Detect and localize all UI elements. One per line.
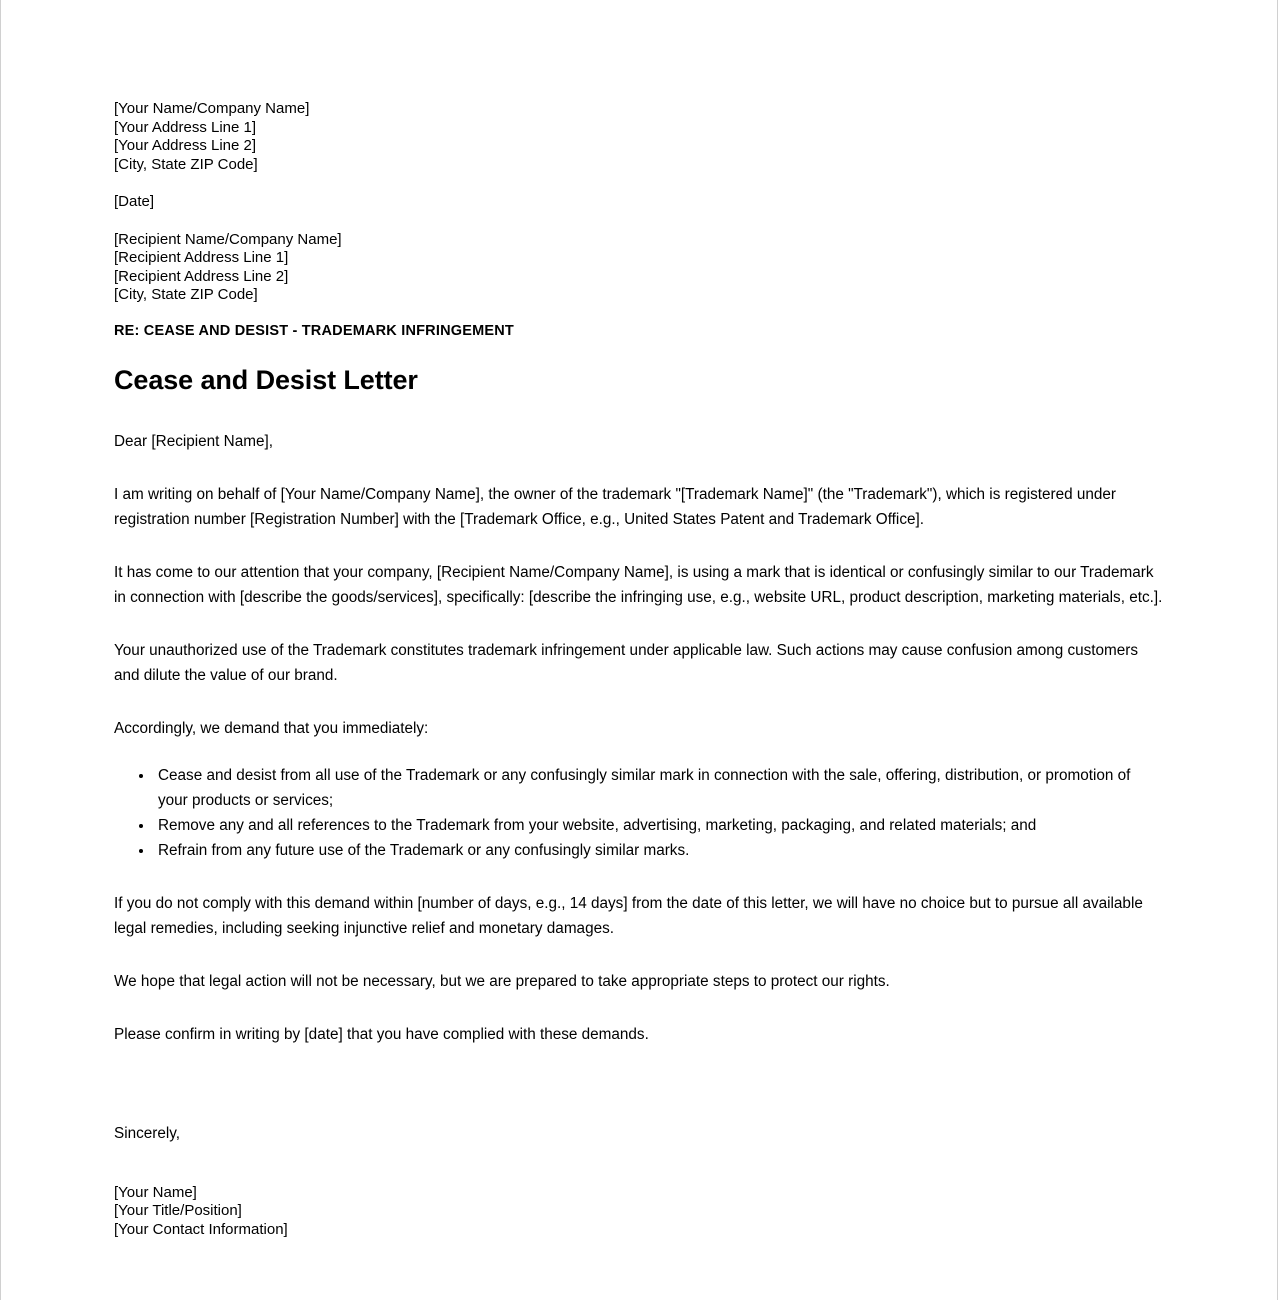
body-paragraph: If you do not comply with this demand within [number of days, e.g., 14 days] from the date of this letter, we will have no choice but to pursue all available legal remedies, including seeking injunctive relief and monetary damages. — [114, 894, 1143, 937]
recipient-address-line: [Recipient Name/Company Name] — [114, 230, 342, 248]
recipient-address-line: [Recipient Address Line 2] — [114, 267, 289, 285]
signature-line: [Your Name] — [114, 1183, 197, 1201]
page-title: Cease and Desist Letter — [114, 364, 418, 395]
subject-line: RE: CEASE AND DESIST - TRADEMARK INFRINGEMENT — [114, 322, 514, 339]
sender-address-line: [Your Address Line 2] — [114, 137, 257, 154]
date-block — [114, 193, 1164, 212]
salutation: Dear [Recipient Name], — [114, 432, 273, 450]
demands-list — [114, 763, 1164, 863]
letter-body — [1, 0, 1277, 1299]
sender-address-block — [114, 100, 1164, 174]
sender-address-line: [Your Name/Company Name] — [114, 100, 310, 117]
list-item: • Remove any and all references to the Trademark from your website, advertising, marketing, packaging, and related materials; and — [154, 813, 1164, 838]
signature-line: [Your Contact Information] — [114, 1220, 288, 1238]
spacer — [114, 212, 1164, 231]
body-paragraph: It has come to our attention that your company, [Recipient Name/Company Name], is using a mark that is identical or confusingly similar to our Trademark in connection with [describe the goods/services], specifically: [describe the infringing use, e.g., website URL, product description, marketing materials, etc.]. — [114, 563, 1163, 606]
body-paragraph: Your unauthorized use of the Trademark constitutes trademark infringement under applicable law. Such actions may cause confusion among customers and dilute the value of our brand. — [114, 641, 1139, 684]
date-line: [Date] — [114, 193, 155, 210]
body-paragraph: Accordingly, we demand that you immediately: — [114, 719, 429, 737]
list-item: • Refrain from any future use of the Trademark or any confusingly similar marks. — [154, 838, 1164, 863]
recipient-address-line: [City, State ZIP Code] — [114, 286, 258, 303]
body-paragraph: We hope that legal action will not be necessary, but we are prepared to take appropriate steps to protect our rights. — [114, 972, 890, 990]
body-paragraph: Please confirm in writing by [date] that you have complied with these demands. — [114, 1025, 649, 1043]
sender-address-line: [City, State ZIP Code] — [114, 155, 258, 173]
body-paragraph: I am writing on behalf of [Your Name/Company Name], the owner of the trademark "[Trademark Name]" (the "Trademark"), which is registered under registration number [Registration Number] with the [Trademark Office, e.g., United States Patent and Trademark Office]. — [114, 485, 1116, 528]
signature-block — [114, 1184, 1164, 1240]
spacer — [114, 1146, 1164, 1184]
list-item: • Cease and desist from all use of the Trademark or any confusingly similar mark in connection with the sale, offering, distribution, or promotion of your products or services; — [154, 763, 1164, 813]
spacer — [114, 174, 1164, 193]
recipient-address-block — [114, 231, 1164, 305]
sender-address-line: [Your Address Line 1] — [114, 118, 257, 136]
signature-line: [Your Title/Position] — [114, 1202, 242, 1219]
sign-off: Sincerely, — [114, 1124, 181, 1142]
recipient-address-line: [Recipient Address Line 1] — [114, 249, 289, 266]
spacer — [114, 1047, 1164, 1121]
